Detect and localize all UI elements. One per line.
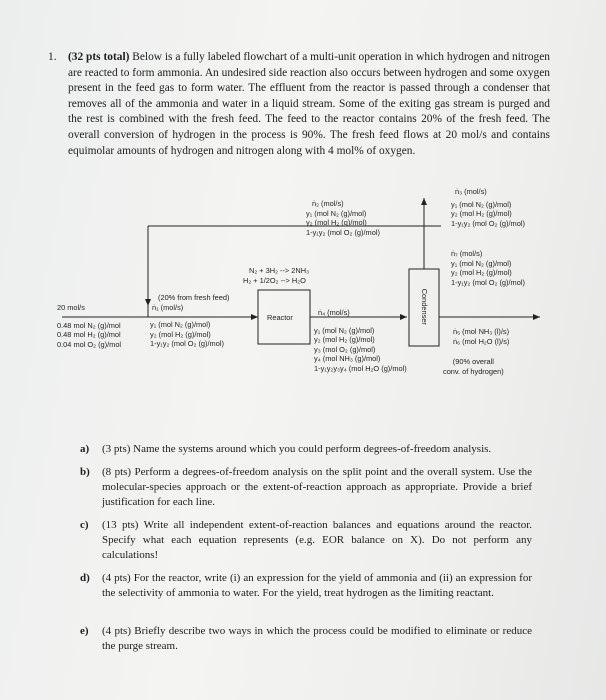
purge-stream-label: [451, 187, 525, 228]
condenser-gas-label: [451, 249, 525, 287]
condenser-gas-o2: 1-y₁y₂ (mol O₂ (g)/mol): [451, 277, 525, 287]
question-c-label: c): [80, 519, 89, 531]
condenser-label: Condenser: [419, 288, 429, 325]
recycle-y1: y₁ (mol N₂ (g)/mol): [306, 208, 367, 218]
reactor-feed-y2: y₂ (mol H₂ (g)/mol): [150, 329, 211, 339]
reactor-feed-o2: 1-y₁y₂ (mol O₂ (g)/mol): [150, 339, 224, 349]
purge-o2: 1-y₁y₂ (mol O₂ (g)/mol): [451, 218, 525, 228]
question-b: [80, 465, 532, 509]
question-a-label: a): [80, 443, 90, 455]
fresh-feed-label: [57, 303, 121, 349]
liquid-h2o: ṅ₆ (mol H₂O (l)/s): [453, 336, 510, 346]
reactor-feed-label: [150, 293, 229, 349]
effluent-y2: y₂ (mol H₂ (g)/mol): [314, 335, 375, 345]
purge-y1: y₁ (mol N₂ (g)/mol): [451, 199, 512, 209]
reaction-ammonia: N₂ + 3H₂ --> 2NH₃: [249, 266, 310, 275]
reactor-feed-y1: y₁ (mol N₂ (g)/mol): [150, 320, 211, 330]
question-e: [80, 624, 532, 654]
conversion-note: [443, 357, 504, 376]
purge-flow: ṅ₃ (mol/s): [455, 187, 487, 196]
question-a-text: (3 pts) Name the systems around which you could perform degrees-of-freedom analysis.: [102, 443, 492, 455]
arrow-liquid-out: [533, 314, 540, 320]
recycle-o2: 1-y₁y₂ (mol O₂ (g)/mol): [306, 227, 380, 237]
reaction-equations: [243, 266, 309, 285]
recycle-flow: ṅ₂ (mol/s): [312, 199, 344, 208]
effluent-y4: y₄ (mol NH₃ (g)/mol): [314, 354, 381, 364]
question-b-label: b): [80, 466, 90, 478]
liquid-nh3: ṅ₅ (mol NH₃ (l)/s): [453, 327, 510, 336]
question-c-text: (13 pts) Write all independent extent-of-reaction balances and equations around the reactor. Specify what each equation represents (e.g. EOR balance on X). Do not perform any calculations!: [102, 519, 532, 561]
condenser-gas-y1: y₁ (mol N₂ (g)/mol): [451, 258, 512, 268]
question-e-text: (4 pts) Briefly describe two ways in which the process could be modified to eliminate or reduce the purge stream.: [102, 625, 532, 652]
fresh-feed-h2: 0.48 mol H₂ (g)/mol: [57, 330, 121, 340]
fresh-feed-n2: 0.48 mol N₂ (g)/mol: [57, 320, 121, 330]
arrow-purge-up: [421, 198, 427, 205]
fresh-feed-flow: 20 mol/s: [57, 303, 85, 312]
question-d: [80, 571, 532, 601]
problem-points: (32 pts total): [68, 51, 130, 63]
conversion-note-line1: (90% overall: [452, 357, 494, 366]
question-d-label: d): [80, 572, 90, 584]
condenser-gas-y2: y₂ (mol H₂ (g)/mol): [451, 268, 512, 278]
reactor-effluent-label: [314, 308, 407, 374]
conversion-note-line2: conv. of hydrogen): [443, 366, 504, 376]
arrow-into-reactor: [251, 314, 258, 320]
question-a: [80, 442, 532, 457]
reaction-water: H₂ + 1/2O₂ --> H₂O: [243, 275, 306, 285]
liquid-out-label: [453, 327, 509, 346]
effluent-y1: y₁ (mol N₂ (g)/mol): [314, 325, 375, 335]
question-e-label: e): [80, 625, 89, 637]
effluent-flow: ṅ₄ (mol/s): [318, 308, 350, 317]
condenser-gas-flow: ṅ₇ (mol/s): [451, 249, 483, 258]
recycle-y2: y₂ (mol H₂ (g)/mol): [306, 218, 367, 228]
reactor-label: Reactor: [267, 313, 293, 322]
problem-number: 1.: [48, 51, 57, 63]
effluent-h2o: 1-y₁y₂y₃y₄ (mol H₂O (g)/mol): [314, 363, 407, 373]
problem-text: Below is a fully labeled flowchart of a multi-unit operation in which hydrogen and nitrogen are reacted to form ammonia. An undesired side reaction also occurs between hydrogen and some oxygen present in the feed gas to form water. The effluent from the reactor is passed through a condenser that removes all of the ammonia and water in a liquid stream. Some of the exiting gas stream is purged and the rest is combined with the fresh feed. The feed to the reactor contains 20% of the fresh feed. The overall conversion of hydrogen in the process is 90%. The fresh feed flows at 20 mol/s and contains equimolar amounts of hydrogen and nitrogen along with 4 mol% of oxygen.: [68, 51, 550, 157]
fresh-feed-o2: 0.04 mol O₂ (g)/mol: [57, 339, 122, 349]
reactor-feed-flow: ṅ₁ (mol/s): [152, 302, 184, 312]
reactor-feed-note: (20% from fresh feed): [158, 293, 230, 302]
effluent-y3: y₃ (mol O₂ (g)/mol): [314, 344, 376, 354]
question-b-text: (8 pts) Perform a degrees-of-freedom analysis on the split point and the overall system. Use the molecular-species approach or the extent-of-reaction approach as appropriate. Provide a brief justification for each line.: [102, 466, 532, 508]
recycle-stream-label: [306, 199, 380, 237]
purge-y2: y₂ (mol H₂ (g)/mol): [451, 209, 512, 219]
question-c: [80, 518, 532, 562]
question-d-text: (4 pts) For the reactor, write (i) an expression for the yield of ammonia and (ii) an expression for the selectivity of ammonia to water. For the yield, treat hydrogen as the limiting reactant.: [102, 572, 532, 599]
